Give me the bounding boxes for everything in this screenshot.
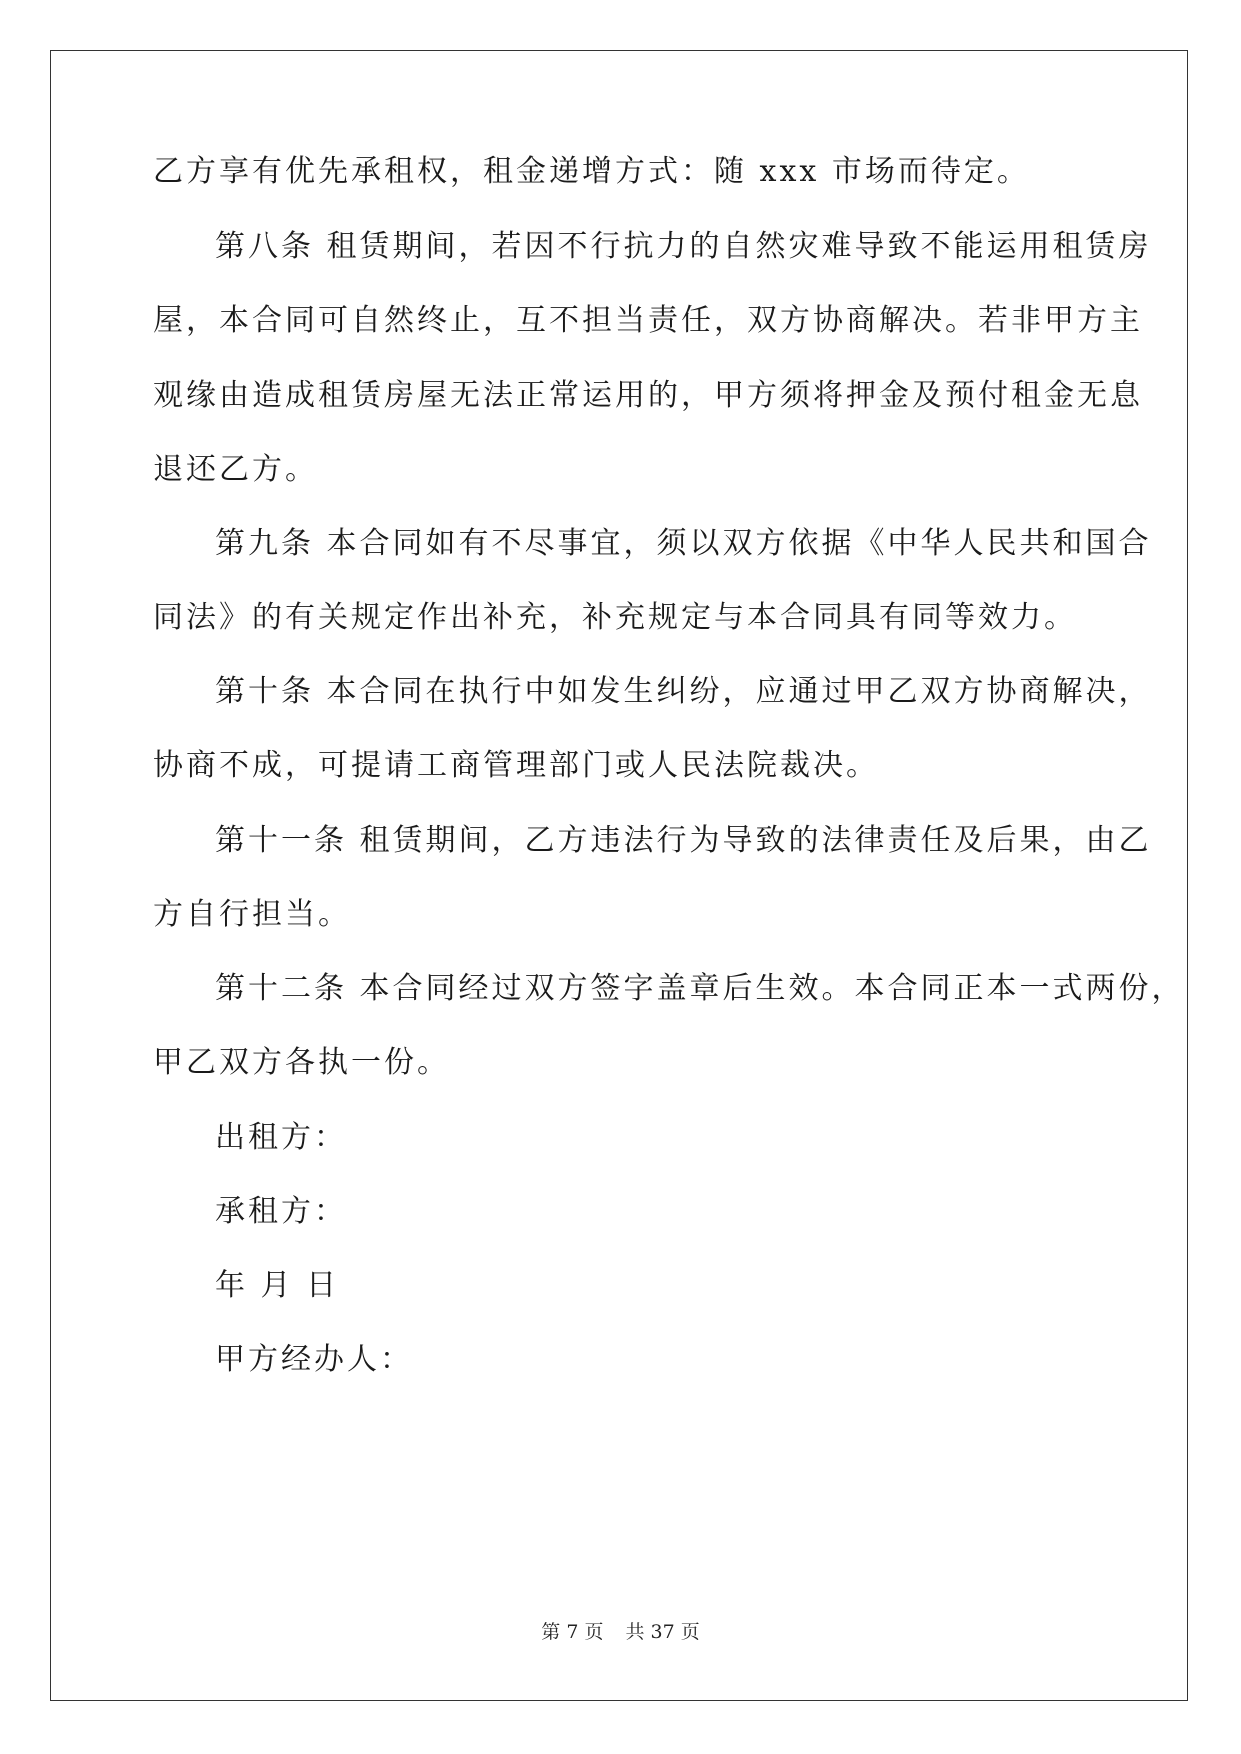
article-12-line-1: 第十二条 本合同经过双方签字盖章后生效。本合同正本一式两份， — [215, 971, 1185, 1006]
article-12-line-2: 甲乙双方各执一份。 — [153, 1045, 450, 1080]
article-8-line-2: 屋，本合同可自然终止，互不担当责任，双方协商解决。若非甲方主 — [153, 303, 1143, 338]
article-10-line-1: 第十条 本合同在执行中如发生纠纷，应通过甲乙双方协商解决， — [215, 674, 1152, 709]
date-label: 年 月 日 — [215, 1268, 340, 1303]
page-border — [50, 50, 1188, 1701]
article-10-line-2: 协商不成，可提请工商管理部门或人民法院裁决。 — [153, 748, 879, 783]
lessor-label: 出租方： — [215, 1120, 347, 1155]
page-total: 共 37 页 — [625, 1621, 700, 1643]
text-line-1: 乙方享有优先承租权，租金递增方式：随 xxx 市场而待定。 — [153, 154, 1030, 189]
article-11-line-2: 方自行担当。 — [153, 897, 351, 932]
party-a-agent-label: 甲方经办人： — [215, 1342, 413, 1377]
page-footer — [0, 1621, 1241, 1643]
article-11-line-1: 第十一条 租赁期间，乙方违法行为导致的法律责任及后果，由乙 — [215, 823, 1152, 858]
lessee-label: 承租方： — [215, 1194, 347, 1229]
article-8-line-4: 退还乙方。 — [153, 452, 318, 487]
article-9-line-1: 第九条 本合同如有不尽事宜，须以双方依据《中华人民共和国合 — [215, 526, 1152, 561]
page-number: 第 7 页 — [541, 1621, 604, 1643]
article-8-line-1: 第八条 租赁期间，若因不行抗力的自然灾难导致不能运用租赁房 — [215, 229, 1152, 264]
article-8-line-3: 观缘由造成租赁房屋无法正常运用的，甲方须将押金及预付租金无息 — [153, 378, 1143, 413]
article-9-line-2: 同法》的有关规定作出补充，补充规定与本合同具有同等效力。 — [153, 600, 1077, 635]
